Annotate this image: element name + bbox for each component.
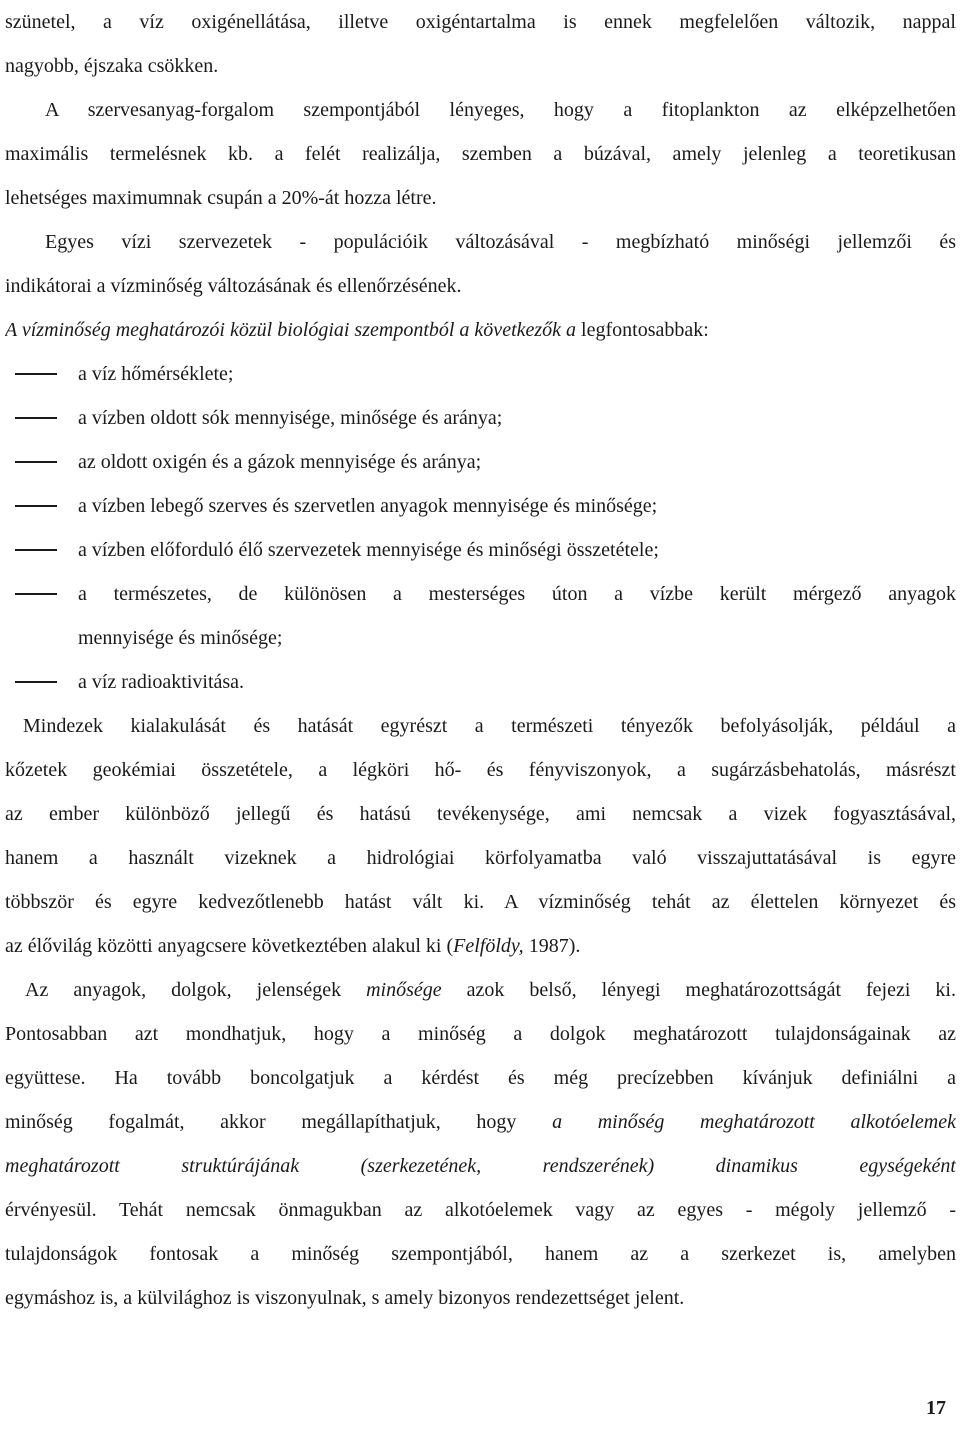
text-line: hanem a használt vizeknek a hidrológiai körfolyamatba való visszajuttatásával is egyre [5,847,956,869]
text-line: együttese. Ha tovább boncolgatjuk a kérdést és még precízebben kívánjuk definiálni a [5,1067,956,1089]
list-item [5,572,956,616]
text-line [5,1100,956,1144]
list-item-text: a vízben lebegő szerves és szervetlen anyagok mennyisége és minősége; [78,495,658,517]
list-item-text: a természetes, de különösen a mesterséges úton a vízbe került mérgező anyagok [78,583,956,605]
dash-bullet-icon [15,461,57,463]
list-item-text: mennyisége és minősége; [78,627,283,649]
text-line: Egyes vízi szervezetek - populációik változásával - megbízható minőségi jellemzői és [45,231,956,253]
text-line: kőzetek geokémiai összetétele, a légköri hő- és fényviszonyok, a sugárzásbehatolás, másrészt [5,759,956,781]
dash-bullet-icon [15,373,57,375]
text-line: szünetel, a víz oxigénellátása, illetve oxigéntartalma is ennek megfelelően változik, nappal [5,11,956,33]
text-run: azok belső, lényegi meghatározottságát fejezi ki. [441,979,956,1001]
text-line: az ember különböző jellegű és hatású tevékenysége, ami nemcsak a vizek fogyasztásával, [5,803,956,825]
dash-bullet-icon [15,505,57,507]
emphasis-text: a minőség meghatározott alkotóelemek [552,1111,956,1133]
emphasis-text: minősége [366,979,442,1001]
text-line: Mindezek kialakulását és hatását egyrészt a természeti tényezők befolyásolják, például a [23,715,956,737]
emphasis-text: meghatározott struktúrájának (szerkezetének, rendszerének) dinamikus egységeként [5,1155,956,1177]
document-page [5,0,956,1320]
list-item-text: az oldott oxigén és a gázok mennyisége és aránya; [78,451,482,473]
dash-bullet-icon [15,681,57,683]
text-line: Pontosabban azt mondhatjuk, hogy a minőség a dolgok meghatározott tulajdonságainak az [5,1023,956,1045]
list-intro-italic: A vízminőség meghatározói közül biológiai szempontból a következők a [5,319,577,341]
text-line: érvényesül. Tehát nemcsak önmagukban az alkotóelemek vagy az egyes - mégoly jellemző - [5,1199,956,1221]
text-run: 1987). [523,935,581,957]
text-run: Az anyagok, dolgok, jelenségek [25,979,367,1001]
text-line: A szervesanyag-forgalom szempontjából lényeges, hogy a fitoplankton az elképzelhetően [45,99,956,121]
list-item-continuation [5,616,956,660]
list-item [5,660,956,704]
text-line: többször és egyre kedvezőtlenebb hatást vált ki. A vízminőség tehát az élettelen környezet és [5,891,956,913]
dash-bullet-icon [15,417,57,419]
dash-bullet-icon [15,593,57,595]
list-item [5,440,956,484]
text-run: minőség fogalmát, akkor megállapíthatjuk, hogy [5,1111,553,1133]
list-item-text: a vízben előforduló élő szervezetek mennyisége és minőségi összetétele; [78,539,659,561]
text-line [5,924,956,968]
text-line: egymáshoz is, a külvilághoz is viszonyulnak, s amely bizonyos rendezettséget jelent. [5,1287,685,1309]
text-line: lehetséges maximumnak csupán a 20%-át hozza létre. [5,187,437,209]
dash-bullet-icon [15,549,57,551]
list-item [5,528,956,572]
page-number: 17 [926,1397,946,1419]
text-line: tulajdonságok fontosak a minőség szempontjából, hanem az a szerkezet is, amelyben [5,1243,956,1265]
text-line: nagyobb, éjszaka csökken. [5,55,219,77]
text-run: az élővilág közötti anyagcsere következtében alakul ki ( [5,935,454,957]
list-item [5,484,956,528]
text-line [25,968,956,1012]
list-intro-rest: legfontosabbak: [576,319,709,341]
text-line: indikátorai a vízminőség változásának és ellenőrzésének. [5,275,462,297]
list-intro [5,308,956,352]
list-item [5,352,956,396]
list-item-text: a víz radioaktivitása. [78,671,245,693]
list-item [5,396,956,440]
list-item-text: a víz hőmérséklete; [78,363,234,385]
text-line [5,1144,956,1188]
list-item-text: a vízben oldott sók mennyisége, minősége és aránya; [78,407,503,429]
text-line: maximális termelésnek kb. a felét realizálja, szemben a búzával, amely jelenleg a teoretikusan [5,143,956,165]
citation-author: Felföldy, [453,935,524,957]
